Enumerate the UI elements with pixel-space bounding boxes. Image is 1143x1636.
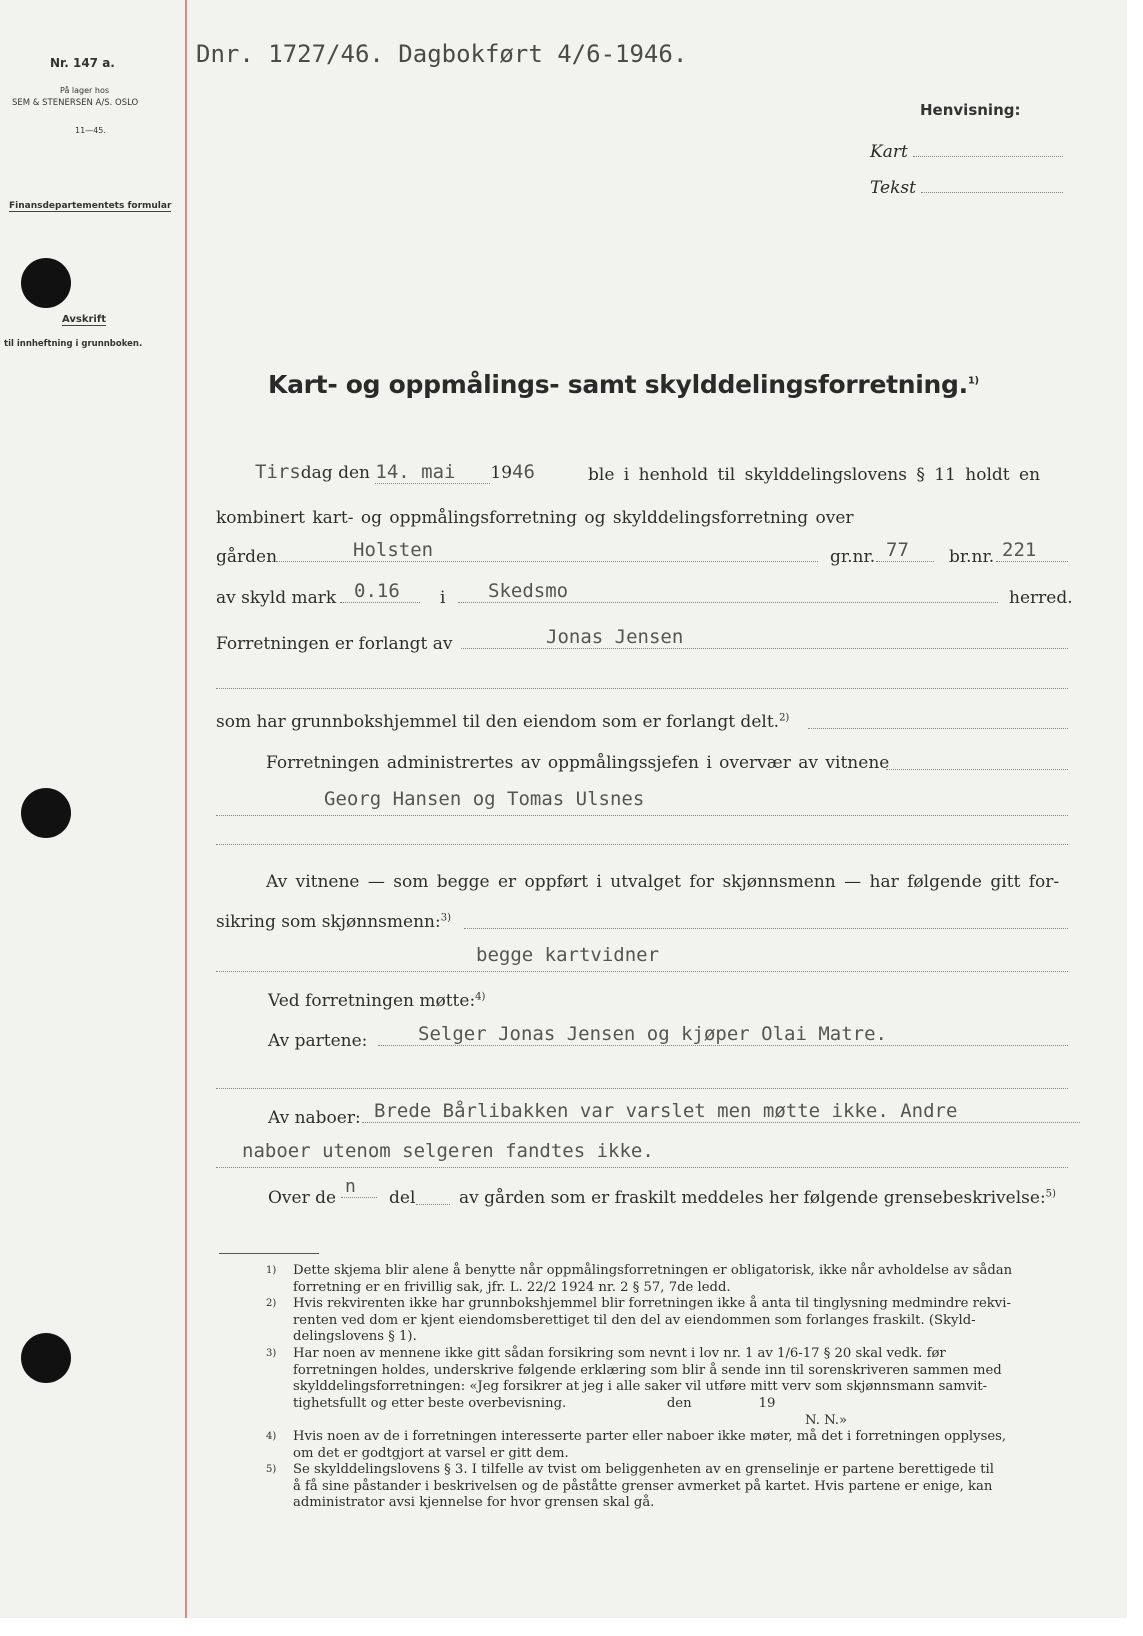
title-holder-line [808, 716, 1068, 729]
binder-hole-middle [21, 788, 71, 838]
neighbours-label: Av naboer: [268, 1108, 361, 1128]
attended-footnote-ref: 4) [475, 991, 486, 1003]
footnote-5-line-3: administrator avsi kjennelse for hvor grensen skal gå. [293, 1495, 655, 1510]
gnr-label: gr.nr. [830, 547, 876, 567]
footnote-5-line-1: Se skylddelingslovens § 3. I tilfelle av tvist om beliggenheten av en grenselinje er partene berettigede til [293, 1462, 994, 1477]
witnesses-continuation-line [216, 836, 1068, 845]
witness-footnote-ref: 3) [440, 912, 451, 924]
intro-line-2: kombinert kart- og oppmålingsforretning og skylddelingsforretning over [216, 508, 854, 528]
title-holder-footnote-ref: 2) [779, 712, 790, 724]
map-label: Kart [870, 142, 908, 162]
boundary-row [268, 1176, 1078, 1208]
footnote-2-line-3: delingslovens § 1). [293, 1329, 417, 1344]
dag-den-label: dag den [300, 463, 370, 483]
skyld-label: av skyld mark [216, 588, 337, 608]
text-label: Tekst [870, 178, 916, 198]
i-label: i [440, 588, 446, 608]
parties-continuation-line [216, 1080, 1068, 1089]
neighbours-value-1: Brede Bårlibakken var varslet men møtte ikke. Andre [362, 1100, 1080, 1123]
assurance-value: begge kartvidner [216, 944, 1068, 972]
form-number: Nr. 147 a. [50, 56, 115, 70]
requested-label: Forretningen er forlangt av [216, 634, 453, 654]
footnote-4-number: 4) [266, 1431, 277, 1442]
footnote-2 [266, 1296, 1076, 1346]
document-title [268, 370, 979, 399]
title-holder-text: som har grunnbokshjemmel til den eiendom som er forlangt delt. [216, 712, 780, 732]
year-prefix: 19 [490, 463, 513, 483]
footnote-4-line-1: Hvis noen av de i forretningen interesserte parter eller naboer ikke møter, må det i forretningen opplyses, [293, 1429, 1007, 1444]
farm-name-value: Holsten [273, 539, 818, 562]
map-reference-row [870, 142, 1065, 162]
footnote-1-number: 1) [266, 1265, 277, 1276]
witness-line-2: sikring som skjønnsmenn: [216, 912, 441, 932]
printer-line-2: SEM & STENERSEN A/S. OSLO [12, 98, 139, 108]
witnesses-value: Georg Hansen og Tomas Ulsnes [216, 788, 1068, 816]
map-reference-line [913, 144, 1063, 157]
bnr-label: br.nr. [949, 547, 995, 567]
requested-continuation-line [216, 684, 1068, 689]
margin-rule [185, 0, 187, 1618]
footnote-2-line-1: Hvis rekvirenten ikke har grunnbokshjemmel blir forretningen ikke å anta til tinglysning medmindre rekvi- [293, 1296, 1011, 1311]
footnote-4 [266, 1429, 1076, 1462]
footnote-3-line-1: Har noen av mennene ikke gitt sådan forsikring som nevnt i lov nr. 1 av 1/6-17 § 20 skal vedk. før [293, 1346, 946, 1361]
footnote-1-line-1: Dette skjema blir alene å benytte når oppmålingsforretningen er obligatorisk, ikke når avholdelse av sådan [293, 1263, 1013, 1278]
requested-row [216, 626, 1071, 654]
footnote-5 [266, 1462, 1076, 1512]
footnote-1 [266, 1263, 1076, 1296]
attended-row [268, 991, 485, 1011]
fraction-value: n [341, 1176, 377, 1198]
herred-label: herred. [1009, 588, 1073, 608]
bnr-value: 221 [996, 539, 1068, 562]
text-reference-line [921, 180, 1063, 193]
reference-label: Henvisning: [920, 101, 1021, 119]
footnote-3 [266, 1346, 1076, 1412]
weekday-value: Tirs [255, 461, 301, 483]
text-reference-row [870, 178, 1065, 198]
footnote-5-number: 5) [266, 1464, 277, 1475]
farm-row [216, 539, 1071, 567]
del-label: del [389, 1188, 416, 1208]
administered-line [886, 757, 1068, 770]
binder-hole-bottom [21, 1333, 71, 1383]
footnote-3-signature: N. N.» [805, 1413, 848, 1428]
footnote-2-line-2: renten ved dom er kjent eiendomsberettiget til den del av eiendommen som forlanges fraskilt. (Skyld- [293, 1312, 976, 1328]
footnote-3-line-4: tighetsfullt og etter beste overbevisning. den 19 [293, 1395, 776, 1411]
gnr-value: 77 [876, 539, 934, 562]
farm-label: gården [216, 547, 278, 567]
footnote-5-line-2: å få sine påstander i beskrivelsen og de påståtte grenser avmerket på kartet. Hvis partene er enige, kan [293, 1478, 993, 1494]
attended-label: Ved forretningen møtte: [268, 991, 476, 1011]
boundary-footnote-ref: 5) [1045, 1188, 1056, 1200]
neighbours-row [268, 1100, 1088, 1128]
footnote-3-line-2: forretningen holdes, underskrive følgende erklæring som blir å sende inn til sorenskriveren sammen med [293, 1362, 1002, 1378]
copy-label: Avskrift [62, 314, 106, 325]
skyld-value: 0.16 [340, 580, 420, 603]
parties-label: Av partene: [268, 1031, 368, 1051]
boundary-text [459, 1188, 1056, 1208]
print-date: 11—45. [75, 126, 106, 135]
district-value: Skedsmo [458, 580, 998, 603]
parties-row [268, 1023, 1071, 1051]
administered-text: Forretningen administrertes av oppmålingssjefen i overvær av vitnene [266, 753, 890, 773]
binder-hole-top [21, 258, 71, 308]
skyld-row [216, 580, 1073, 608]
date-value: 14. mai [375, 461, 490, 484]
footnote-3-number: 3) [266, 1348, 277, 1359]
footnote-2-number: 2) [266, 1298, 277, 1309]
witness-line-1: Av vitnene — som begge er oppført i utvalget for skjønnsmenn — har følgende gitt for- [266, 872, 1060, 892]
title-holder-row [216, 712, 1071, 732]
year-value: 46 [512, 461, 535, 483]
footnote-4-line-2: om det er godtgjort at varsel er gitt dem. [293, 1445, 569, 1461]
footnote-3-line-3: skylddelingsforretningen: «Jeg forsikrer at jeg i alle saker vil utføre mitt verv som skjønnsmann samvit- [293, 1379, 988, 1394]
printer-line-1: På lager hos [60, 86, 109, 95]
title-text: Kart- og oppmålings- samt skylddelingsforretning. [268, 370, 968, 399]
intro-rest: ble i henhold til skylddelingslovens § 11 holdt en [588, 465, 1041, 485]
footnote-1-line-2: forretning er en frivillig sak, jfr. L. 22/2 1924 nr. 2 § 57, 7de ledd. [293, 1279, 731, 1295]
administered-row [266, 753, 1071, 773]
form-owner: Finansdepartementets formular [9, 201, 172, 211]
date-row [255, 461, 1070, 484]
requested-value: Jonas Jensen [461, 626, 1068, 649]
del-line [416, 1192, 450, 1205]
copy-purpose: til innheftning i grunnboken. [4, 339, 143, 349]
witness-line [464, 916, 1068, 929]
boundary-text-body: av gården som er fraskilt meddeles her følgende grensebeskrivelse: [459, 1188, 1046, 1208]
parties-value: Selger Jonas Jensen og kjøper Olai Matre. [378, 1023, 1068, 1046]
footnote-separator [219, 1253, 319, 1254]
title-footnote-ref: 1) [967, 375, 979, 387]
witness-line-2-row [216, 912, 1071, 932]
over-de-label: Over de [268, 1188, 337, 1208]
neighbours-value-2: naboer utenom selgeren fandtes ikke. [216, 1140, 1068, 1168]
journal-entry: Dnr. 1727/46. Dagbokført 4/6-1946. [196, 40, 688, 68]
